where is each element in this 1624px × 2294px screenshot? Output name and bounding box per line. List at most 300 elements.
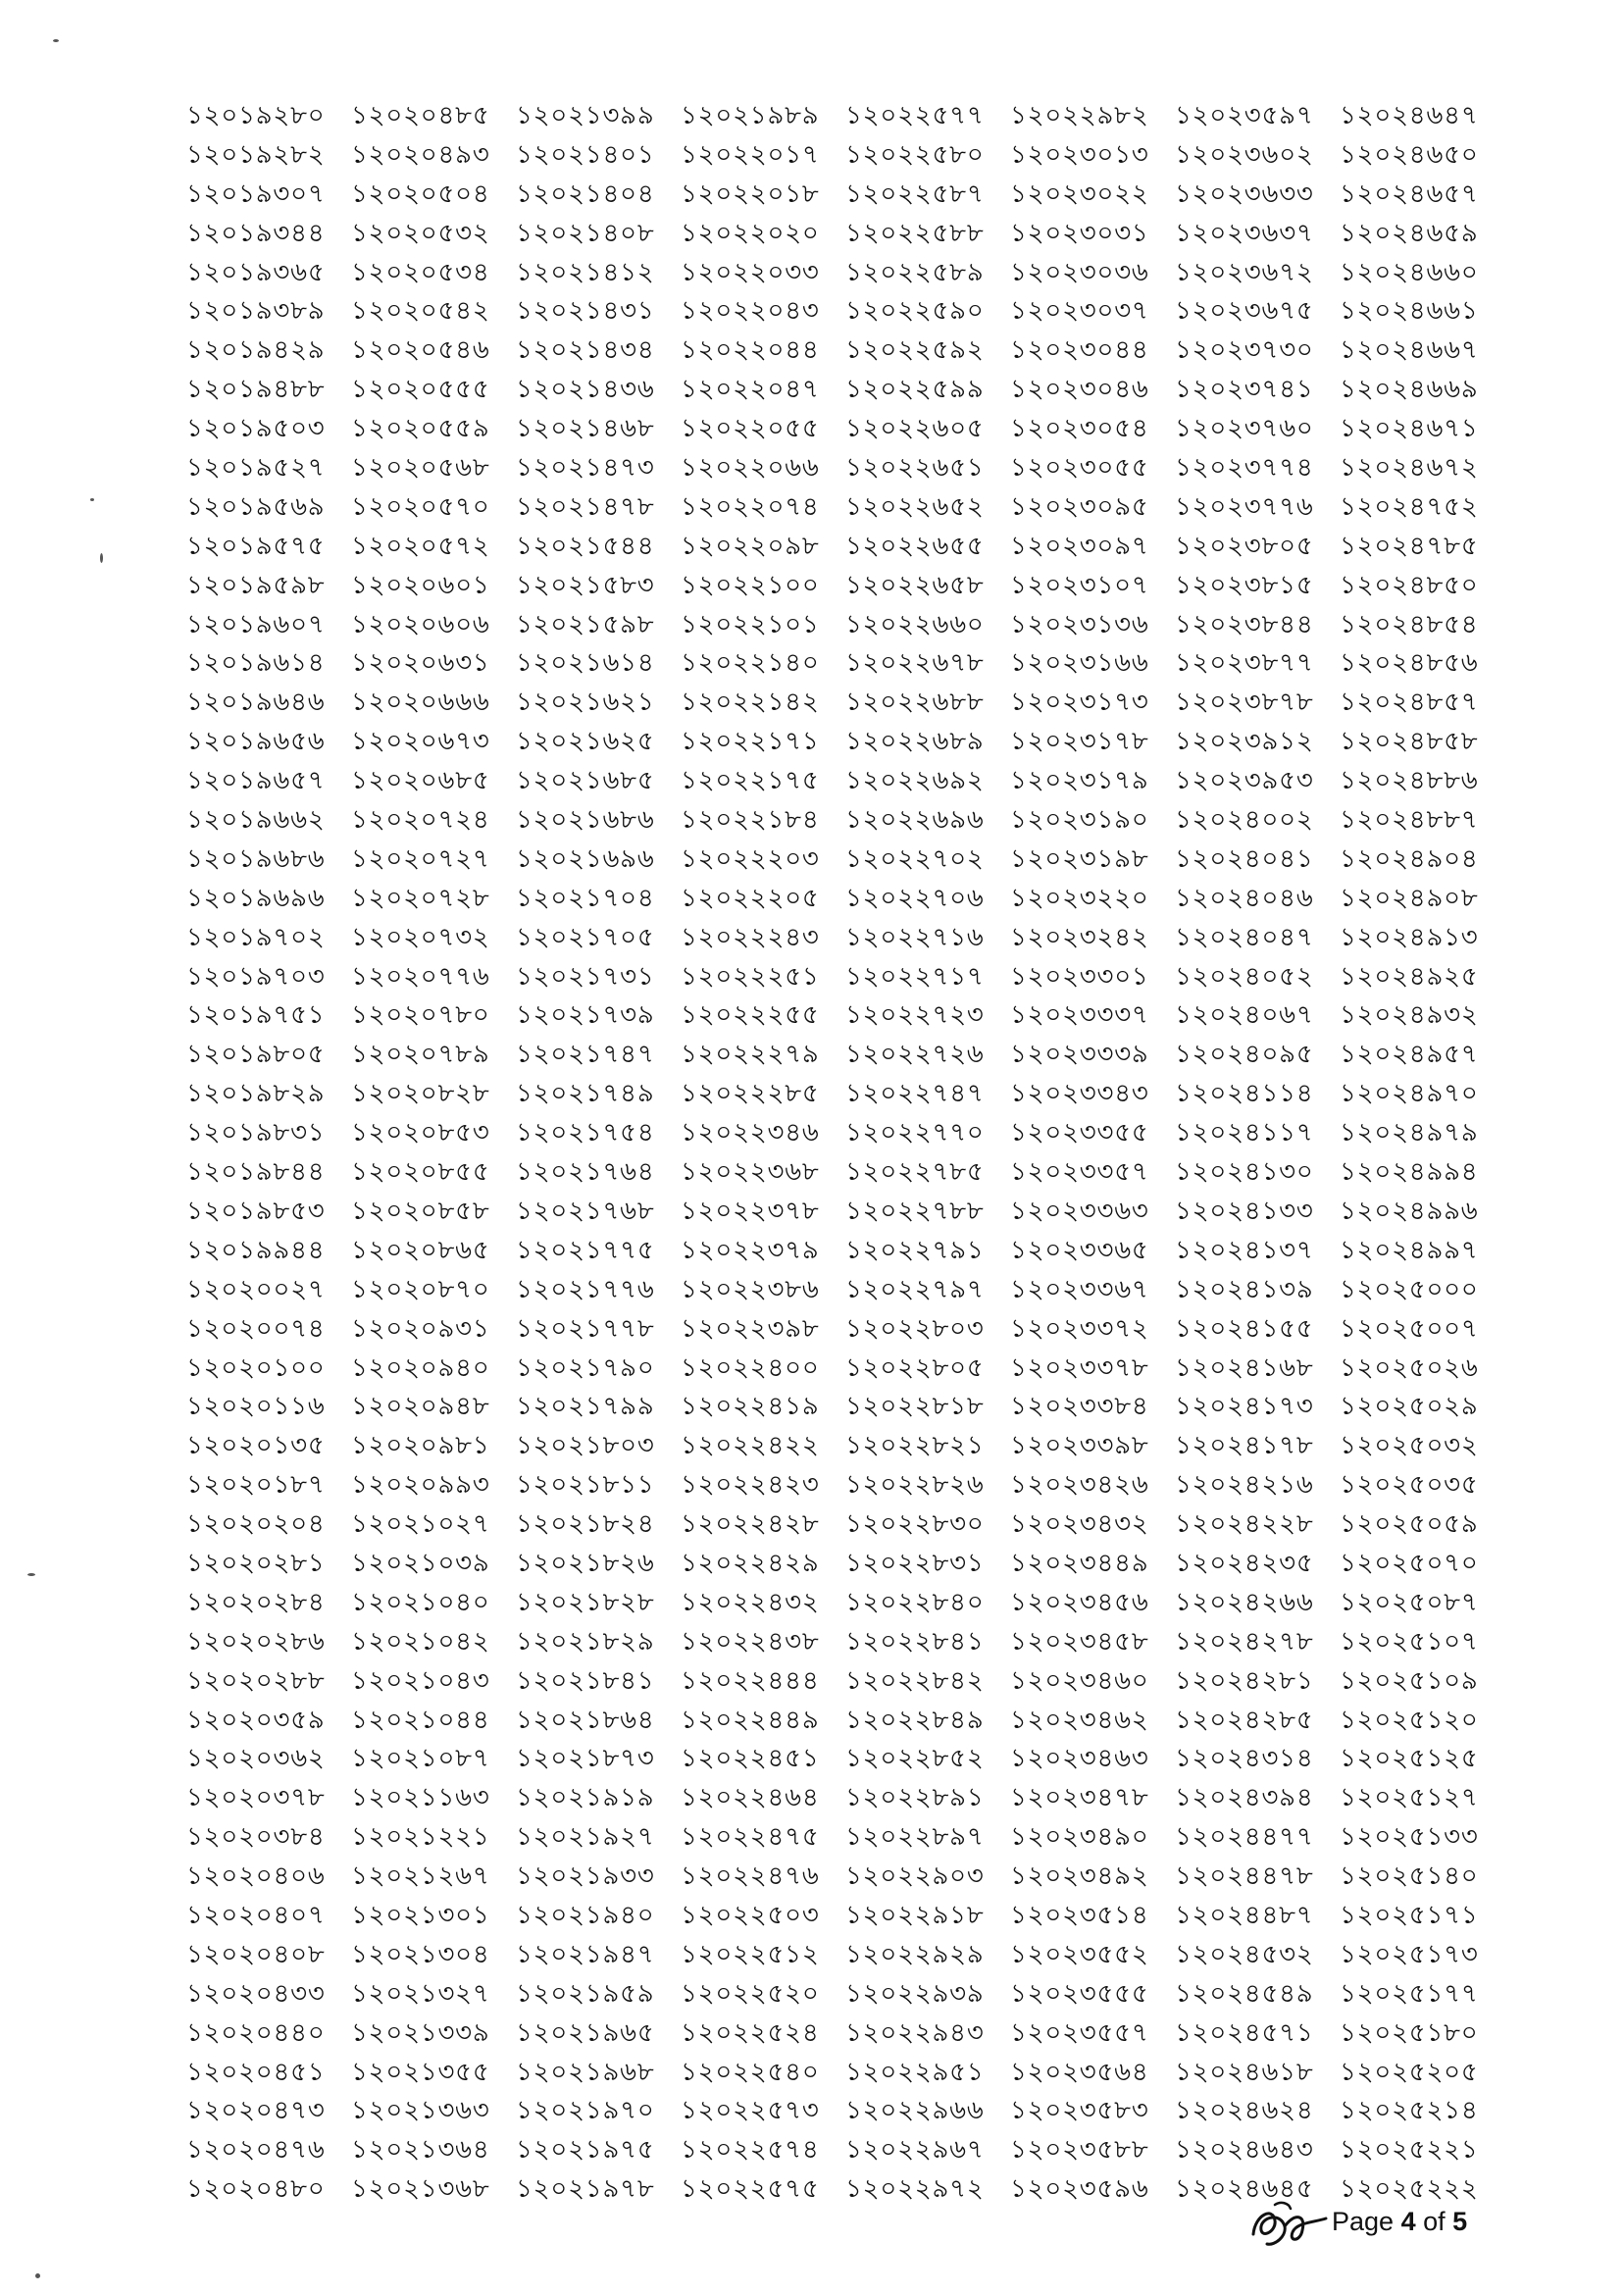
roll-number-cell: ১২০২২৬৮৮ <box>845 688 985 717</box>
roll-number-cell: ১২০১৯৫৭৫ <box>186 531 326 560</box>
roll-number-cell: ১২০২২৭১৬ <box>845 922 985 951</box>
roll-number-cell: ১২০২১৮০৩ <box>516 1431 655 1460</box>
roll-number-cell: ১২০২২০৬৬ <box>681 453 820 483</box>
roll-number-cell: ১২০২০৫৫৫ <box>351 375 490 404</box>
roll-number-cell: ১২০২১০৪৪ <box>351 1705 490 1734</box>
roll-number-cell: ১২০২১৩৯৯ <box>516 101 655 129</box>
roll-number-cell: ১২০২২৮৩১ <box>845 1548 985 1577</box>
roll-number-cell: ১২০২৫১২০ <box>1340 1705 1479 1734</box>
roll-number-cell: ১২০২৪২৮৫ <box>1175 1705 1314 1734</box>
roll-number-cell: ১২০২২৯২৯ <box>845 1939 985 1968</box>
page-current: 4 <box>1400 2207 1416 2236</box>
roll-number-cell: ১২০১৯৬৫৬ <box>186 727 326 756</box>
roll-number-cell: ১২০২২২৫৫ <box>681 1000 820 1030</box>
roll-number-cell: ১২০২১৬১৪ <box>516 648 655 678</box>
roll-number-cell: ১২০২১৬৮৫ <box>516 766 655 795</box>
roll-number-cell: ১২০২১৬২১ <box>516 688 655 717</box>
roll-number-cell: ১২০২০৮৬৫ <box>351 1235 490 1264</box>
roll-number-cell: ১২০২২০৭৪ <box>681 491 820 521</box>
roll-number-cell: ১২০২১৪০৮ <box>516 218 655 247</box>
roll-number-cell: ১২০২৪৫৩২ <box>1175 1939 1314 1968</box>
roll-number-cell: ১২০২২৭৯১ <box>845 1235 985 1264</box>
roll-number-cell: ১২০২১৩৬৩ <box>351 2096 490 2125</box>
roll-number-cell: ১২০২৩৭৭৪ <box>1175 453 1314 483</box>
roll-number-cell: ১২০২৪৬১৮ <box>1175 2057 1314 2086</box>
roll-number-cell: ১২০২২৫৮০ <box>845 139 985 169</box>
roll-number-cell: ১২০২০৪৮০ <box>186 2174 326 2204</box>
roll-number-cell: ১২০২১৮২৮ <box>516 1587 655 1616</box>
roll-number-cell: ১২০২৩৩৬৭ <box>1010 1274 1149 1303</box>
roll-number-cell: ১২০২১৯৬৫ <box>516 2017 655 2047</box>
roll-number-cell: ১২০২৩৮১৫ <box>1175 570 1314 599</box>
roll-number-cell: ১২০১৯৩০৭ <box>186 178 326 208</box>
roll-number-cell: ১২০১৯৪২৯ <box>186 335 326 365</box>
roll-number-cell: ১২০২৪৬৫০ <box>1340 139 1479 169</box>
roll-number-cell: ১২০২২২৮৫ <box>681 1079 820 1108</box>
roll-number-cell: ১২০২২৮৯৭ <box>845 1822 985 1852</box>
roll-number-cell: ১২০২০৭২৪ <box>351 805 490 835</box>
roll-number-cell: ১২০২১৭৩৯ <box>516 1000 655 1030</box>
roll-number-cell: ১২০২৩৩৪৩ <box>1010 1079 1149 1108</box>
roll-number-cell: ১২০২৩৫৯৭ <box>1175 101 1314 129</box>
roll-number-cell: ১২০২১৫৪৪ <box>516 531 655 560</box>
roll-number-cell: ১২০২০৪৩৩ <box>186 1978 326 2008</box>
roll-number-cell: ১২০২১৩০৪ <box>351 1939 490 1968</box>
roll-number-cell: ১২০২২৫৭৭ <box>845 101 985 129</box>
roll-number-cell: ১২০২৩৫৫৫ <box>1010 1978 1149 2008</box>
scan-speck <box>100 553 103 563</box>
roll-number-cell: ১২০১৯৮২৯ <box>186 1079 326 1108</box>
roll-number-cell: ১২০২৪৯৯৬ <box>1340 1196 1479 1225</box>
scan-speck <box>27 1573 35 1576</box>
roll-number-cell: ১২০২৪২৩৫ <box>1175 1548 1314 1577</box>
roll-number-cell: ১২০২৪১৭৩ <box>1175 1392 1314 1421</box>
roll-number-cell: ১২০২৪৫৪৯ <box>1175 1978 1314 2008</box>
roll-number-cell: ১২০১৯৩৬৫ <box>186 257 326 286</box>
signature-initials <box>1245 2197 1334 2256</box>
roll-number-cell: ১২০২২০৪৩ <box>681 296 820 326</box>
roll-number-cell: ১২০২৪১৬৮ <box>1175 1352 1314 1382</box>
roll-number-cell: ১২০১৯২৮২ <box>186 139 326 169</box>
roll-number-cell: ১২০১৯৬৪৬ <box>186 688 326 717</box>
roll-number-cell: ১২০১৯৭০৩ <box>186 961 326 991</box>
page-total: 5 <box>1452 2207 1468 2236</box>
roll-number-cell: ১২০২২২০৫ <box>681 883 820 912</box>
roll-number-cell: ১২০২৩৩৫৫ <box>1010 1118 1149 1147</box>
roll-number-cell: ১২০২০৭৮০ <box>351 1000 490 1030</box>
roll-number-cell: ১২০২৪৯০৮ <box>1340 883 1479 912</box>
roll-number-cell: ১২০২৪৮৮৭ <box>1340 805 1479 835</box>
roll-number-cell: ১২০২৪৭৮৫ <box>1340 531 1479 560</box>
roll-number-cell: ১২০২৩৩০১ <box>1010 961 1149 991</box>
roll-number-cell: ১২০২০৬৩১ <box>351 648 490 678</box>
roll-number-cell: ১২০২১৭৬৪ <box>516 1157 655 1187</box>
roll-number-cell: ১২০২৪২৬৬ <box>1175 1587 1314 1616</box>
roll-number-cell: ১২০২২৫৭৪ <box>681 2135 820 2165</box>
roll-number-cell: ১২০২০০২৭ <box>186 1274 326 1303</box>
roll-number-cell: ১২০২২৩৬৮ <box>681 1157 820 1187</box>
roll-number-cell: ১২০২৩৪৯২ <box>1010 1861 1149 1891</box>
roll-number-cell: ১২০২৩৫৫৭ <box>1010 2017 1149 2047</box>
roll-number-cell: ১২০২০৬০১ <box>351 570 490 599</box>
roll-number-cell: ১২০২২১০০ <box>681 570 820 599</box>
roll-number-cell: ১২০২১৬৮৬ <box>516 805 655 835</box>
roll-number-cell: ১২০২০৮৭০ <box>351 1274 490 1303</box>
roll-number-cell: ১২০২৩০৯৫ <box>1010 491 1149 521</box>
roll-number-cell: ১২০২৪০৬৭ <box>1175 1000 1314 1030</box>
roll-number-cell: ১২০১৯৮৩১ <box>186 1118 326 1147</box>
roll-number-cell: ১২০২১৭৩১ <box>516 961 655 991</box>
roll-number-cell: ১২০২২৪৪৯ <box>681 1705 820 1734</box>
roll-number-grid <box>186 96 1500 2209</box>
roll-number-cell: ১২০২৪২১৬ <box>1175 1470 1314 1500</box>
roll-number-cell: ১২০২০২৮৬ <box>186 1626 326 1656</box>
roll-number-cell: ১২০২২৬৯৬ <box>845 805 985 835</box>
roll-number-cell: ১২০১৯৮৫৩ <box>186 1196 326 1225</box>
roll-number-cell: ১২০২২৮৫২ <box>845 1744 985 1773</box>
roll-number-cell: ১২০২১৭৪৭ <box>516 1040 655 1069</box>
roll-number-cell: ১২০২৪০৫২ <box>1175 961 1314 991</box>
roll-number-cell: ১২০২২৬৫২ <box>845 491 985 521</box>
roll-number-cell: ১২০২৩৩৭৮ <box>1010 1352 1149 1382</box>
roll-number-cell: ১২০২১৯৫৯ <box>516 1978 655 2008</box>
roll-number-cell: ১২০২০৮৫৫ <box>351 1157 490 1187</box>
roll-number-cell: ১২০২৪০৪৬ <box>1175 883 1314 912</box>
roll-number-cell: ১২০২৩৩৯৮ <box>1010 1431 1149 1460</box>
roll-number-cell: ১২০২৪৮৫৭ <box>1340 688 1479 717</box>
roll-number-cell: ১২০২১৭০৪ <box>516 883 655 912</box>
roll-number-cell: ১২০২৪৮৫৬ <box>1340 648 1479 678</box>
roll-number-cell: ১২০২২৪৬৪ <box>681 1783 820 1812</box>
roll-number-cell: ১২০২০৬৭৩ <box>351 727 490 756</box>
roll-number-cell: ১২০১৯৭০২ <box>186 922 326 951</box>
roll-number-cell: ১২০২০৪০৮ <box>186 1939 326 1968</box>
roll-number-cell: ১২০২৩৬৭২ <box>1175 257 1314 286</box>
roll-number-cell: ১২০২১৪৩১ <box>516 296 655 326</box>
roll-number-cell: ১২০২৩০৯৭ <box>1010 531 1149 560</box>
roll-number-cell: ১২০২৩৪৫৮ <box>1010 1626 1149 1656</box>
roll-number-cell: ১২০২৩৪৬০ <box>1010 1665 1149 1695</box>
roll-number-cell: ১২০২৩১৯৮ <box>1010 843 1149 873</box>
roll-number-cell: ১২০২৪১১৭ <box>1175 1118 1314 1147</box>
roll-number-cell: ১২০২০১১৬ <box>186 1392 326 1421</box>
roll-number-cell: ১২০২০২০৪ <box>186 1509 326 1539</box>
roll-number-cell: ১২০২০৪৯৩ <box>351 139 490 169</box>
roll-number-cell: ১২০২৪৮৮৬ <box>1340 766 1479 795</box>
roll-number-cell: ১২০২৩৫৮৩ <box>1010 2096 1149 2125</box>
roll-number-cell: ১২০২২২৫১ <box>681 961 820 991</box>
roll-number-cell: ১২০১৯৮০৫ <box>186 1040 326 1069</box>
roll-number-cell: ১২০২৩৯৫৩ <box>1175 766 1314 795</box>
roll-number-cell: ১২০২০৭৮৯ <box>351 1040 490 1069</box>
roll-number-cell: ১২০২২৯১৮ <box>845 1900 985 1929</box>
roll-number-cell: ১২০২৪১৭৮ <box>1175 1431 1314 1460</box>
roll-number-cell: ১২০২২৫৯২ <box>845 335 985 365</box>
roll-number-cell: ১২০২৪২৭৮ <box>1175 1626 1314 1656</box>
roll-number-cell: ১২০২৪২২৮ <box>1175 1509 1314 1539</box>
roll-number-cell: ১২০২০৫৫৯ <box>351 414 490 443</box>
roll-number-cell: ১২০২৩৪৭৮ <box>1010 1783 1149 1812</box>
roll-number-cell: ১২০২৪৯২৫ <box>1340 961 1479 991</box>
roll-number-cell: ১২০১৯২৮০ <box>186 101 326 129</box>
roll-number-cell: ১২০১৯৮৪৪ <box>186 1157 326 1187</box>
roll-number-cell: ১২০২৫২২২ <box>1340 2174 1479 2204</box>
roll-number-cell: ১২০২১৯১৯ <box>516 1783 655 1812</box>
roll-number-cell: ১২০২৪৯৯৪ <box>1340 1157 1479 1187</box>
roll-number-cell: ১২০২২২৪৩ <box>681 922 820 951</box>
roll-number-cell: ১২০২৪৯৭০ <box>1340 1079 1479 1108</box>
roll-number-cell: ১২০২৩৪৩২ <box>1010 1509 1149 1539</box>
roll-number-cell: ১২০১৯৬০৭ <box>186 609 326 638</box>
roll-number-cell: ১২০২০৫৬৮ <box>351 453 490 483</box>
roll-number-cell: ১২০২১৭৭৬ <box>516 1274 655 1303</box>
roll-number-cell: ১২০২১৯৭৮ <box>516 2174 655 2204</box>
roll-number-cell: ১২০২১৬২৫ <box>516 727 655 756</box>
roll-number-cell: ১২০২১৭৯৯ <box>516 1392 655 1421</box>
roll-number-cell: ১২০২২৩৭৯ <box>681 1235 820 1264</box>
roll-number-cell: ১২০২১০৮৭ <box>351 1744 490 1773</box>
roll-number-cell: ১২০২২৪৭৫ <box>681 1822 820 1852</box>
roll-number-cell: ১২০২৩৬৩৩ <box>1175 178 1314 208</box>
roll-number-cell: ১২০২১৯৮৯ <box>681 101 820 129</box>
roll-number-cell: ১২০২৩৭৩০ <box>1175 335 1314 365</box>
roll-number-cell: ১২০২২৯৬৭ <box>845 2135 985 2165</box>
roll-number-cell: ১২০২২৫২০ <box>681 1978 820 2008</box>
roll-number-cell: ১২০২২৪২৮ <box>681 1509 820 1539</box>
roll-number-cell: ১২০২৪৬৬৯ <box>1340 375 1479 404</box>
roll-number-cell: ১২০২০৪৫১ <box>186 2057 326 2086</box>
roll-number-cell: ১২০২৩৫৮৮ <box>1010 2135 1149 2165</box>
roll-number-cell: ১২০২০৩৫৯ <box>186 1705 326 1734</box>
roll-number-cell: ১২০২১৬৯৬ <box>516 843 655 873</box>
roll-number-cell: ১২০২৩৭৭৬ <box>1175 491 1314 521</box>
roll-number-cell: ১২০২৫০৮৭ <box>1340 1587 1479 1616</box>
roll-number-cell: ১২০২২৩৮৬ <box>681 1274 820 1303</box>
roll-number-cell: ১২০২২৫৯০ <box>845 296 985 326</box>
roll-number-cell: ১২০২০৭২৭ <box>351 843 490 873</box>
roll-number-cell: ১২০২০৮৫৮ <box>351 1196 490 1225</box>
roll-number-cell: ১২০২৩৮৪৪ <box>1175 609 1314 638</box>
roll-number-cell: ১২০২১০৩৯ <box>351 1548 490 1577</box>
roll-number-cell: ১২০২২৬৮৯ <box>845 727 985 756</box>
roll-number-cell: ১২০২১৯২৭ <box>516 1822 655 1852</box>
roll-number-cell: ১২০২৪০৪১ <box>1175 843 1314 873</box>
roll-number-cell: ১২০২২২৭৯ <box>681 1040 820 1069</box>
roll-number-cell: ১২০২১২২১ <box>351 1822 490 1852</box>
roll-number-cell: ১২০২৪১৩০ <box>1175 1157 1314 1187</box>
roll-number-cell: ১২০২৪৬৭১ <box>1340 414 1479 443</box>
roll-number-cell: ১২০২২৬০৫ <box>845 414 985 443</box>
roll-number-cell: ১২০২৫২১৪ <box>1340 2096 1479 2125</box>
roll-number-cell: ১২০২৩৮৭৮ <box>1175 688 1314 717</box>
roll-number-cell: ১২০২৩০৩৬ <box>1010 257 1149 286</box>
roll-number-cell: ১২০২৩৬৩৭ <box>1175 218 1314 247</box>
roll-number-cell: ১২০২২৮০৫ <box>845 1352 985 1382</box>
roll-number-cell: ১২০১৯৭৫১ <box>186 1000 326 1030</box>
roll-number-cell: ১২০২৫১২৫ <box>1340 1744 1479 1773</box>
roll-number-cell: ১২০২৩৬০২ <box>1175 139 1314 169</box>
roll-number-cell: ১২০২০৪৮৫ <box>351 101 490 129</box>
roll-number-cell: ১২০২৪৬৪৫ <box>1175 2174 1314 2204</box>
roll-number-cell: ১২০২০৭৭৬ <box>351 961 490 991</box>
roll-number-cell: ১২০২২৪০০ <box>681 1352 820 1382</box>
roll-number-cell: ১২০২৪৯০৪ <box>1340 843 1479 873</box>
roll-number-cell: ১২০২১৪১২ <box>516 257 655 286</box>
roll-number-cell: ১২০২৩১৭৯ <box>1010 766 1149 795</box>
roll-number-cell: ১২০২৩৭৪১ <box>1175 375 1314 404</box>
roll-number-cell: ১২০২২১৮৪ <box>681 805 820 835</box>
roll-number-cell: ১২০২২৭০৬ <box>845 883 985 912</box>
roll-number-cell: ১২০২২৮০৩ <box>845 1313 985 1343</box>
roll-number-cell: ১২০২২৫৯৯ <box>845 375 985 404</box>
roll-number-cell: ১২০১৯৬১৪ <box>186 648 326 678</box>
roll-number-cell: ১২০২৩৫৫২ <box>1010 1939 1149 1968</box>
roll-number-cell: ১২০২২০৯৮ <box>681 531 820 560</box>
roll-number-cell: ১২০২১৭৭৮ <box>516 1313 655 1343</box>
roll-number-cell: ১২০২২৬৫১ <box>845 453 985 483</box>
roll-number-cell: ১২০২২১০১ <box>681 609 820 638</box>
roll-number-cell: ১২০২৫০৫৯ <box>1340 1509 1479 1539</box>
roll-number-cell: ১২০২৩৬৭৫ <box>1175 296 1314 326</box>
roll-number-cell: ১২০২২৪২৩ <box>681 1470 820 1500</box>
roll-number-cell: ১২০২২৬৯২ <box>845 766 985 795</box>
roll-number-cell: ১২০২২৭৭০ <box>845 1118 985 1147</box>
roll-number-cell: ১২০২২৫১২ <box>681 1939 820 1968</box>
roll-number-cell: ১২০২৩৩৬৩ <box>1010 1196 1149 1225</box>
roll-number-cell: ১২০২৩৯১২ <box>1175 727 1314 756</box>
roll-number-cell: ১২০২২৫৮৮ <box>845 218 985 247</box>
roll-number-cell: ১২০২১৪৩৬ <box>516 375 655 404</box>
roll-number-cell: ১২০২৩০৪৬ <box>1010 375 1149 404</box>
roll-number-cell: ১২০২১৮৪১ <box>516 1665 655 1695</box>
roll-number-cell: ১২০২২৯৩৯ <box>845 1978 985 2008</box>
roll-number-cell: ১২০২৫১০৯ <box>1340 1665 1479 1695</box>
roll-number-cell: ১২০২০৪৭৩ <box>186 2096 326 2125</box>
roll-number-cell: ১২০২৩০১৩ <box>1010 139 1149 169</box>
roll-number-cell: ১২০২০৫৩২ <box>351 218 490 247</box>
roll-number-cell: ১২০২২৬৫৮ <box>845 570 985 599</box>
roll-number-cell: ১২০২০৪৭৬ <box>186 2135 326 2165</box>
roll-number-cell: ১২০২৪২৮১ <box>1175 1665 1314 1695</box>
roll-number-cell: ১২০২৩৩৬৫ <box>1010 1235 1149 1264</box>
roll-number-cell: ১২০২৪৮৫০ <box>1340 570 1479 599</box>
roll-number-cell: ১২০২২৮৪০ <box>845 1587 985 1616</box>
roll-number-cell: ১২০২১৫৮৩ <box>516 570 655 599</box>
roll-number-cell: ১২০২০৫৭০ <box>351 491 490 521</box>
roll-number-cell: ১২০২২১৪০ <box>681 648 820 678</box>
roll-number-cell: ১২০২০৯৮১ <box>351 1431 490 1460</box>
roll-number-cell: ১২০২৪৪৭৮ <box>1175 1861 1314 1891</box>
roll-number-cell: ১২০২৫১৪০ <box>1340 1861 1479 1891</box>
roll-number-cell: ১২০২৪৯৯৭ <box>1340 1235 1479 1264</box>
roll-number-cell: ১২০২০৫৪৬ <box>351 335 490 365</box>
roll-number-cell: ১২০২০৬৮৫ <box>351 766 490 795</box>
roll-number-cell: ১২০২৩১৬৬ <box>1010 648 1149 678</box>
roll-number-cell: ১২০২০১০০ <box>186 1352 326 1382</box>
roll-number-cell: ১২০২০৮৫৩ <box>351 1118 490 1147</box>
roll-number-cell: ১২০২১৪০৪ <box>516 178 655 208</box>
roll-number-cell: ১২০২০০৭৪ <box>186 1313 326 1343</box>
roll-number-cell: ১২০২২৪৩২ <box>681 1587 820 1616</box>
roll-number-cell: ১২০২১৪৬৮ <box>516 414 655 443</box>
roll-number-cell: ১২০২০৪৪০ <box>186 2017 326 2047</box>
roll-number-cell: ১২০২২৮৯১ <box>845 1783 985 1812</box>
roll-number-cell: ১২০২১৩০১ <box>351 1900 490 1929</box>
roll-number-cell: ১২০২১৮২৯ <box>516 1626 655 1656</box>
roll-number-cell: ১২০১৯৫০৩ <box>186 414 326 443</box>
roll-number-cell: ১২০২২৮১৮ <box>845 1392 985 1421</box>
roll-number-cell: ১২০২৪৯৭৯ <box>1340 1118 1479 1147</box>
roll-number-cell: ১২০২২৫২৪ <box>681 2017 820 2047</box>
roll-number-cell: ১২০২২১৭৫ <box>681 766 820 795</box>
roll-number-cell: ১২০২২৪৭৬ <box>681 1861 820 1891</box>
roll-number-cell: ১২০২৫০০০ <box>1340 1274 1479 1303</box>
roll-number-cell: ১২০২৩৪৫৬ <box>1010 1587 1149 1616</box>
roll-number-cell: ১২০২১৯৭০ <box>516 2096 655 2125</box>
roll-number-cell: ১২০২৫০৩৫ <box>1340 1470 1479 1500</box>
page-number <box>1332 2207 1467 2237</box>
roll-number-cell: ১২০২২৭৪৭ <box>845 1079 985 1108</box>
roll-number-cell: ১২০২২৪২৯ <box>681 1548 820 1577</box>
roll-number-cell: ১২০২০৫৪২ <box>351 296 490 326</box>
roll-number-cell: ১২০২৩৫৬৪ <box>1010 2057 1149 2086</box>
roll-number-cell: ১২০২২৭২৬ <box>845 1040 985 1069</box>
roll-number-cell: ১২০২৩১৭৩ <box>1010 688 1149 717</box>
page-footer <box>1245 2197 1491 2256</box>
roll-number-cell: ১২০২৫০২৯ <box>1340 1392 1479 1421</box>
roll-number-cell: ১২০২২৭৮৫ <box>845 1157 985 1187</box>
roll-number-cell: ১২০২৩২৪২ <box>1010 922 1149 951</box>
roll-number-cell: ১২০২০৪০৬ <box>186 1861 326 1891</box>
roll-number-cell: ১২০২৩৩৩৯ <box>1010 1040 1149 1069</box>
roll-number-cell: ১২০১৯৫৬৯ <box>186 491 326 521</box>
page-prefix: Page <box>1332 2207 1401 2236</box>
roll-number-cell: ১২০২২৯৫১ <box>845 2057 985 2086</box>
roll-number-cell: ১২০২৪৬৫৭ <box>1340 178 1479 208</box>
roll-number-cell: ১২০২১৫৯৮ <box>516 609 655 638</box>
roll-number-cell: ১২০২২৩৭৮ <box>681 1196 820 1225</box>
roll-number-cell: ১২০২১৯৬৮ <box>516 2057 655 2086</box>
roll-number-cell: ১২০২১০৪০ <box>351 1587 490 1616</box>
roll-number-cell: ১২০২৩২২০ <box>1010 883 1149 912</box>
roll-number-cell: ১২০২২৮৪৯ <box>845 1705 985 1734</box>
roll-number-cell: ১২০২৫২২১ <box>1340 2135 1479 2165</box>
roll-number-cell: ১২০২৪১৫৫ <box>1175 1313 1314 1343</box>
roll-number-cell: ১২০২২০১৮ <box>681 178 820 208</box>
roll-number-cell: ১২০২৩৩৭২ <box>1010 1313 1149 1343</box>
scan-speck <box>35 2273 40 2278</box>
roll-number-cell: ১২০২২৪৫১ <box>681 1744 820 1773</box>
roll-number-cell: ১২০২২৫৮৭ <box>845 178 985 208</box>
roll-number-cell: ১২০২২৫৪০ <box>681 2057 820 2086</box>
roll-number-cell: ১২০২৪৫৭১ <box>1175 2017 1314 2047</box>
roll-number-cell: ১২০২১৮৭৩ <box>516 1744 655 1773</box>
roll-number-cell: ১২০২৩০৪৪ <box>1010 335 1149 365</box>
roll-number-cell: ১২০২৪৮৫৮ <box>1340 727 1479 756</box>
roll-number-cell: ১২০২০৫৭২ <box>351 531 490 560</box>
roll-number-cell: ১২০২২৩৪৬ <box>681 1118 820 1147</box>
roll-number-cell: ১২০২০২৮৮ <box>186 1665 326 1695</box>
roll-number-cell: ১২০২১৭৪৯ <box>516 1079 655 1108</box>
roll-number-cell: ১২০২১৭৬৮ <box>516 1196 655 1225</box>
roll-number-cell: ১২০২৪০০২ <box>1175 805 1314 835</box>
roll-number-cell: ১২০২০৩৮৪ <box>186 1822 326 1852</box>
roll-number-cell: ১২০২৩৮০৫ <box>1175 531 1314 560</box>
roll-number-cell: ১২০২২৭১৭ <box>845 961 985 991</box>
roll-number-cell: ১২০২৩১৩৬ <box>1010 609 1149 638</box>
roll-number-cell: ১২০২৩৫১৪ <box>1010 1900 1149 1929</box>
roll-number-cell: ১২০২৪৬২৪ <box>1175 2096 1314 2125</box>
